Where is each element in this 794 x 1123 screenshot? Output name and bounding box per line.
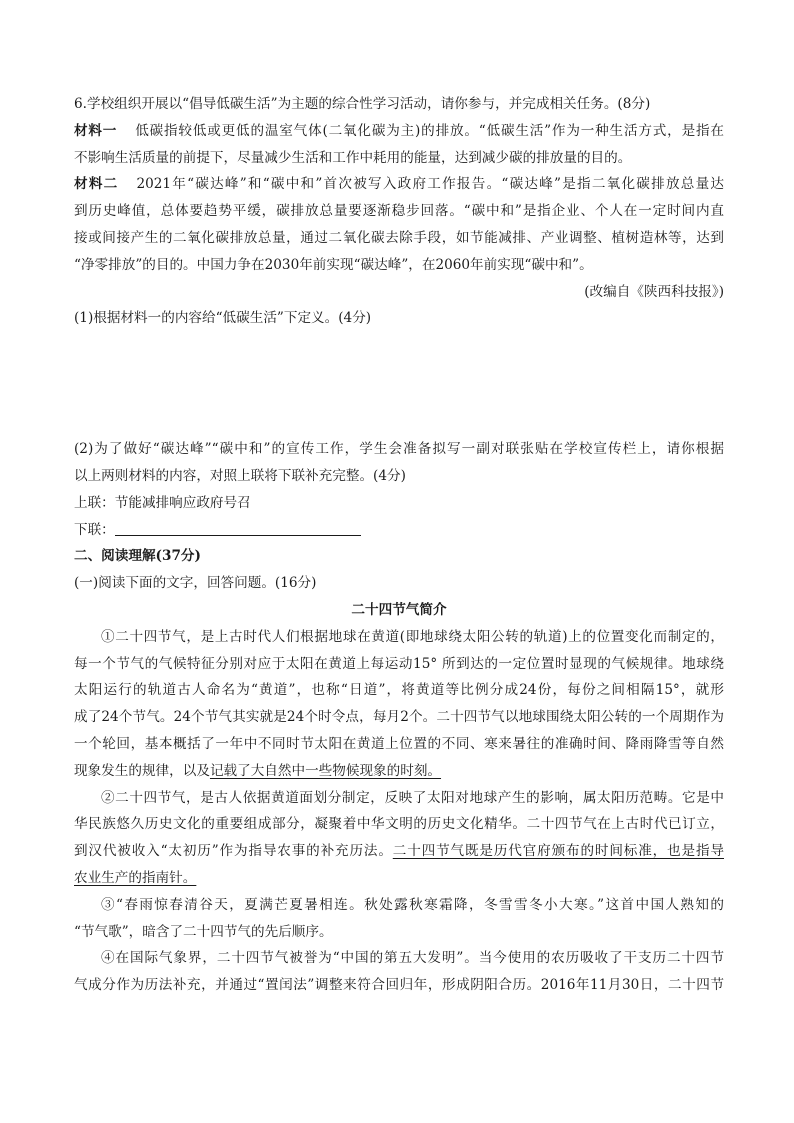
paragraph-4-line-2: 气成分作为历法补充，并通过“置闰法”调整来符合回归年，形成阴阳合历。2016年11月30日，二十四节 [74, 977, 724, 994]
paragraph-1-line-6: 现象发生的规律，以及记载了大自然中一些物候现象的时刻。 [74, 762, 442, 779]
article-title: 二十四节气简介 [351, 601, 447, 618]
paragraph-1-line-2: 每一个节气的气候特征分别对应于太阳在黄道上每运动15° 所到达的一定位置时显现的气候规律。地球绕 [74, 655, 724, 672]
couplet-upper: 上联：节能减排响应政府号召 [74, 494, 251, 511]
paragraph-4-line-1: ④在国际气象界，二十四节气被誉为“中国的第五大发明”。当今使用的农历吸收了干支历二十四节 [101, 950, 724, 967]
paragraph-1-line-5: 一个轮回，基本概括了一年中不同时节太阳在黄道上位置的不同、寒来暑往的准确时间、降雨降雪等自然 [74, 735, 724, 752]
paragraph-1-line-4: 成了24个节气。24个节气其实就是24个时令点，每月2个。二十四节气以地球围绕太阳公转的一个周期作为 [74, 709, 724, 726]
material-1-line-2: 不影响生活质量的前提下，尽量减少生活和工作中耗用的能量，达到减少碳的排放量的目的。 [74, 149, 632, 166]
paragraph-2-line-1: ②二十四节气，是古人依据黄道面划分制定，反映了太阳对地球产生的影响，属太阳历范畴。它是中 [101, 789, 724, 806]
paragraph-2-line-3: 到汉代被收入“太初历”作为指导农事的补充历法。二十四节气既是历代官府颁布的时间标准，也是指导 [74, 843, 724, 860]
question-6-stem: 6.学校组织开展以“倡导低碳生活”为主题的综合性学习活动，请你参与，并完成相关任务。(8分) [74, 96, 651, 112]
paragraph-2-line-4 [74, 868, 724, 889]
paragraph-1-line-3: 太阳运行的轨道古人命名为“黄道”，也称“日道”，将黄道等比例分成24份，每份之间相隔15°，就形 [74, 682, 724, 699]
underlined-sentence-1: 记载了大自然中一些物候现象的时刻。 [209, 762, 442, 779]
paragraph-3-line-2: “节气歌”，暗含了二十四节气的先后顺序。 [74, 923, 333, 940]
part-1-instruction: (一)阅读下面的文字，回答问题。(16分) [74, 575, 317, 592]
sub-question-2-line-2: 以上两则材料的内容，对照上联将下联补充完整。(4分) [74, 467, 406, 484]
sub-question-2-line-1: (2)为了做好“碳达峰”“碳中和”的宣传工作，学生会准备拟写一副对联张贴在学校宣传栏上，请你根据 [74, 441, 724, 458]
underlined-sentence-2-end: 农业生产的指南针。 [74, 869, 197, 886]
sub-question-1: (1)根据材料一的内容给“低碳生活”下定义。(4分) [74, 310, 372, 327]
paragraph-1-line-1: ①二十四节气，是上古时代人们根据地球在黄道(即地球绕太阳公转的轨道)上的位置变化而制定的， [101, 628, 724, 645]
answer-space [74, 335, 724, 439]
answer-blank-line[interactable] [115, 521, 361, 536]
material-1-label: 材料一 [74, 122, 118, 139]
material-1-line-1: 材料一 低碳指较低或更低的温室气体(二氧化碳为主)的排放。“低碳生活”作为一种生活方式，是指在 [74, 122, 724, 139]
source-note: (改编自《陕西科技报》) [584, 283, 724, 300]
exam-page [74, 94, 724, 1002]
paragraph-2-line-2: 华民族悠久历史文化的重要组成部分，凝聚着中华文明的历史文化精华。二十四节气在上古时代已订立， [74, 816, 724, 833]
material-2-line-4: “净零排放”的目的。中国力争在2030年前实现“碳达峰”，在2060年前实现“碳中和”。 [74, 256, 593, 273]
paragraph-3-line-1: ③“春雨惊春清谷天，夏满芒夏暑相连。秋处露秋寒霜降，冬雪雪冬小大寒。”这首中国人熟知的 [101, 896, 724, 913]
material-2-line-3: 接或间接产生的二氧化碳排放总量，通过二氧化碳去除手段，如节能减排、产业调整、植树造林等，达到 [74, 229, 724, 246]
underlined-sentence-2: 二十四节气既是历代官府颁布的时间标准，也是指导 [392, 843, 724, 860]
material-2-line-1: 材料二 2021年“碳达峰”和“碳中和”首次被写入政府工作报告。“碳达峰”是指二氧化碳排放总量达 [74, 176, 725, 193]
section-2-title: 二、阅读理解(37分) [74, 548, 201, 565]
material-2-line-2: 到历史峰值，总体要趋势平缓，碳排放总量要逐渐稳步回落。“碳中和”是指企业、个人在一定时间内直 [74, 203, 724, 220]
couplet-lower: 下联： [74, 520, 724, 541]
material-2-label: 材料二 [74, 176, 119, 193]
